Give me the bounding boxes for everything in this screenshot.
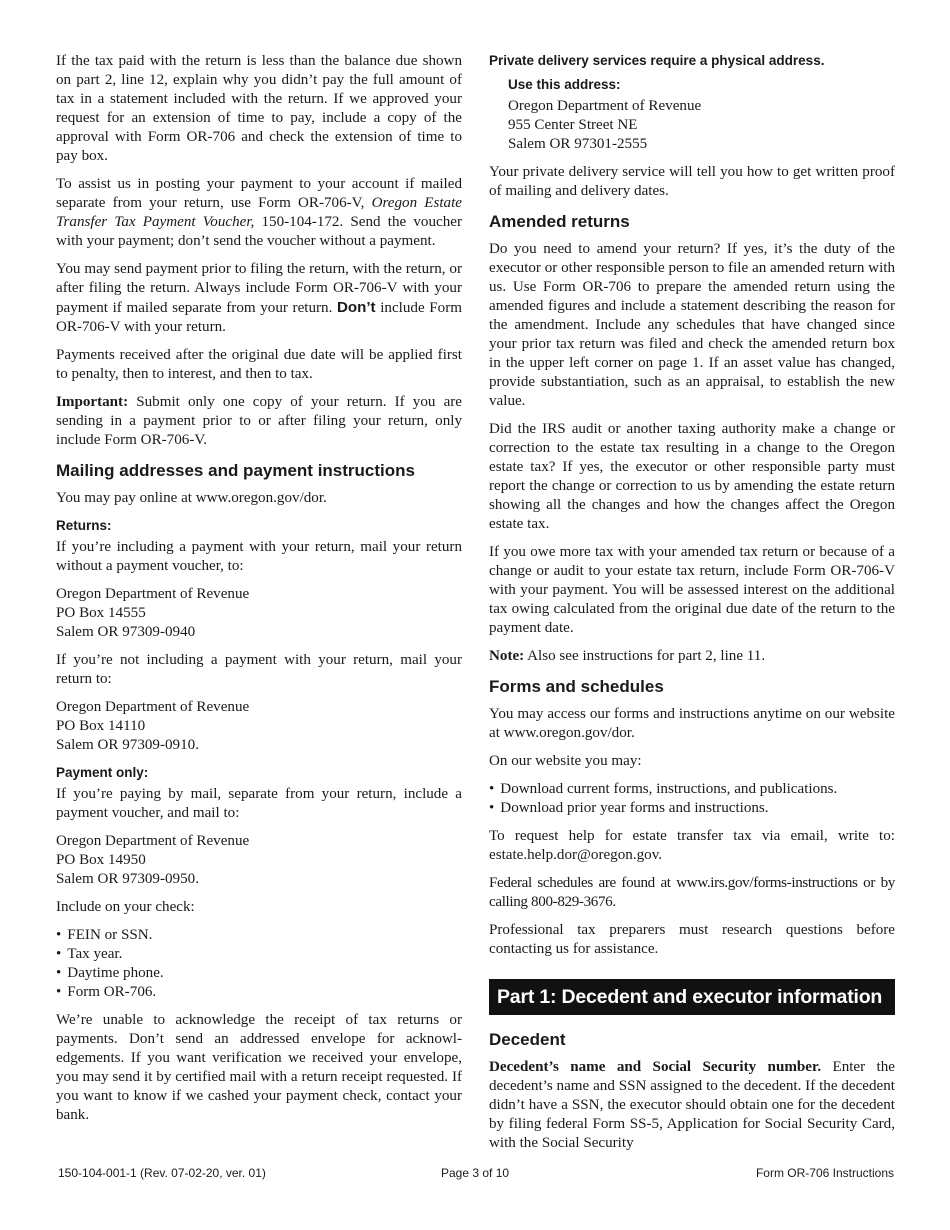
address-line: Salem OR 97309-0950.: [56, 871, 199, 887]
address-line: Oregon Department of Revenue: [508, 98, 702, 114]
paragraph-include-check: Include on your check:: [56, 899, 195, 915]
address-returns-with-payment: [56, 585, 462, 642]
left-column: [56, 52, 462, 1134]
address-line: PO Box 14950: [56, 852, 146, 868]
heading-payment-only: Payment only:: [56, 765, 149, 780]
address-line: Oregon Department of Revenue: [56, 699, 250, 715]
paragraph-late-payments: Payments received after the original due date will be applied first to penalty, then to interest, and then to tax.: [56, 347, 462, 382]
voucher-title: Oregon Estate Transfer Tax Payment Voucher,: [56, 195, 462, 230]
heading-private-delivery: Private delivery services require a physical address.: [489, 53, 825, 68]
right-column: [489, 52, 895, 1162]
address-line: Oregon Department of Revenue: [56, 586, 250, 602]
text: 150-104-172. Send the voucher with your payment; don’t send the voucher without a payment.: [56, 214, 462, 249]
paragraph-forms-3: To request help for estate transfer tax via email, write to: estate.help.dor@oregon.gov.: [489, 828, 895, 863]
heading-use-address: Use this address:: [508, 77, 621, 92]
list-item: • Form OR-706.: [56, 983, 462, 1002]
address-line: Salem OR 97309-0910.: [56, 737, 199, 753]
address-line: 955 Center Street NE: [508, 117, 638, 133]
decedent-label: Decedent’s name and Social Security number.: [489, 1059, 822, 1075]
paragraph-pay-online: You may pay online at www.oregon.gov/dor.: [56, 490, 327, 506]
paragraph-private-delivery: Your private delivery service will tell you how to get written proof of mailing and delivery dates.: [489, 164, 895, 199]
footer-form-title: Form OR-706 Instructions: [755, 1166, 894, 1180]
address-returns-no-payment: [56, 698, 462, 755]
list-item: • Tax year.: [56, 945, 462, 964]
address-line: PO Box 14555: [56, 605, 146, 621]
check-items-list: [56, 926, 462, 1002]
heading-mailing-addresses: Mailing addresses and payment instructions: [56, 461, 415, 480]
bold-dont: Don’t: [337, 299, 376, 316]
paragraph-payment-voucher: [56, 175, 462, 251]
important-label: Important:: [56, 394, 129, 410]
paragraph-amended-3: If you owe more tax with your amended tax return or because of a change or audit to your estate tax return, include Form OR-706-V with your payment. You will be assessed interest on the additional tax owing calculated from the original due date of the return to the payment date.: [489, 544, 895, 636]
text: Also see instructions for part 2, line 11.: [524, 648, 766, 664]
paragraph-amended-2: Did the IRS audit or another taxing authority make a change or correction to the estate tax resulting in a change to the Oregon estate tax? If yes, the executor or other responsible party must report the change or correction to us by amending the estate return showing all the changes and how the changes affect the Oregon estate tax.: [489, 421, 895, 532]
text: To assist us in posting your payment to your account if mailed separate from your return, use Form OR-706-V,: [56, 176, 462, 211]
address-physical: [508, 97, 895, 154]
paragraph-forms-2: On our website you may:: [489, 753, 642, 769]
address-line: Oregon Department of Revenue: [56, 833, 250, 849]
paragraph-forms-1: You may access our forms and instructions anytime on our website at www.oregon.gov/dor.: [489, 706, 895, 741]
paragraph-important: [56, 393, 462, 450]
paragraph-acknowledge: We’re unable to acknowledge the receipt of tax returns or payments. Don’t send an addressed envelope for acknowledgements. If you want verification we received your envelope, you may send it by certified mail with a return receipt requested. If you want to know if we cashed your payment check, contact your bank.: [56, 1012, 462, 1123]
list-item: • Download current forms, instructions, and publications.: [489, 780, 895, 799]
paragraph-tax-paid: If the tax paid with the return is less than the balance due shown on part 2, line 12, explain why you didn’t pay the full amount of tax in a statement included with the return. If we approved your request for an extension of time to pay, include a copy of the approval with Form OR-706 and check the extension of time to pay box.: [56, 53, 462, 164]
heading-decedent: Decedent: [489, 1030, 566, 1049]
footer-form-number: 150-104-001-1 (Rev. 07-02-20, ver. 01): [58, 1166, 266, 1180]
paragraph-amended-1: Do you need to amend your return? If yes, it’s the duty of the executor or other responsible person to file an amended return with us. Use Form OR-706 to prepare the amended return using the amended figures and include a statement describing the reason for the amendment. Include any schedules that have changed since your prior tax return was filed and check the amended return box in the upper left corner on page 1. If an asset value has changed, provide substantiation, such as an appraisal, to establish the new value.: [489, 241, 895, 409]
address-line: PO Box 14110: [56, 718, 146, 734]
paragraph-forms-5: Professional tax preparers must research questions before contacting us for assistance.: [489, 922, 895, 957]
website-items-list: [489, 780, 895, 818]
address-payment-only: [56, 832, 462, 889]
list-item: • FEIN or SSN.: [56, 926, 462, 945]
address-line: Salem OR 97309-0940: [56, 624, 196, 640]
paragraph-payment-only: If you’re paying by mail, separate from your return, include a payment voucher, and mail to:: [56, 786, 462, 821]
text: include Form OR-706-V with your return.: [56, 300, 462, 335]
heading-returns: Returns:: [56, 518, 112, 533]
heading-amended-returns: Amended returns: [489, 212, 630, 231]
paragraph-decedent: [489, 1058, 895, 1153]
address-line: Salem OR 97301-2555: [508, 136, 648, 152]
text: You may send payment prior to filing the return, with the return, or after filing the return. Always include Form OR-706-V with your payment if mailed separate from your return.: [56, 261, 462, 316]
paragraph-send-payment: [56, 260, 462, 337]
paragraph-no-payment: If you’re not including a payment with your return, mail your return to:: [56, 652, 462, 687]
footer-page-number: Page 3 of 10: [441, 1166, 510, 1180]
paragraph-forms-4: Federal schedules are found at www.irs.gov/forms-instructions or by calling 800-829-3676.: [489, 875, 895, 910]
paragraph-returns: If you’re including a payment with your return, mail your return without a payment voucher, to:: [56, 539, 462, 574]
text: Enter the decedent’s name and SSN assigned to the decedent. If the decedent didn’t have a SSN, the executor should obtain one for the decedent by filing federal Form SS-5, Application for Social Security Card, with the Social Security: [489, 1059, 895, 1151]
note-label: Note:: [489, 648, 525, 664]
physical-address-block: [508, 76, 895, 154]
text: Submit only one copy of your return. If you are sending in a payment prior to or after filing your return, only include Form OR-706-V.: [56, 394, 462, 448]
paragraph-note: [489, 647, 895, 666]
page-footer: [58, 1166, 894, 1182]
part1-banner: Part 1: Decedent and executor information: [489, 979, 895, 1015]
list-item: • Download prior year forms and instructions.: [489, 799, 895, 818]
heading-forms-schedules: Forms and schedules: [489, 677, 664, 696]
list-item: • Daytime phone.: [56, 964, 462, 983]
